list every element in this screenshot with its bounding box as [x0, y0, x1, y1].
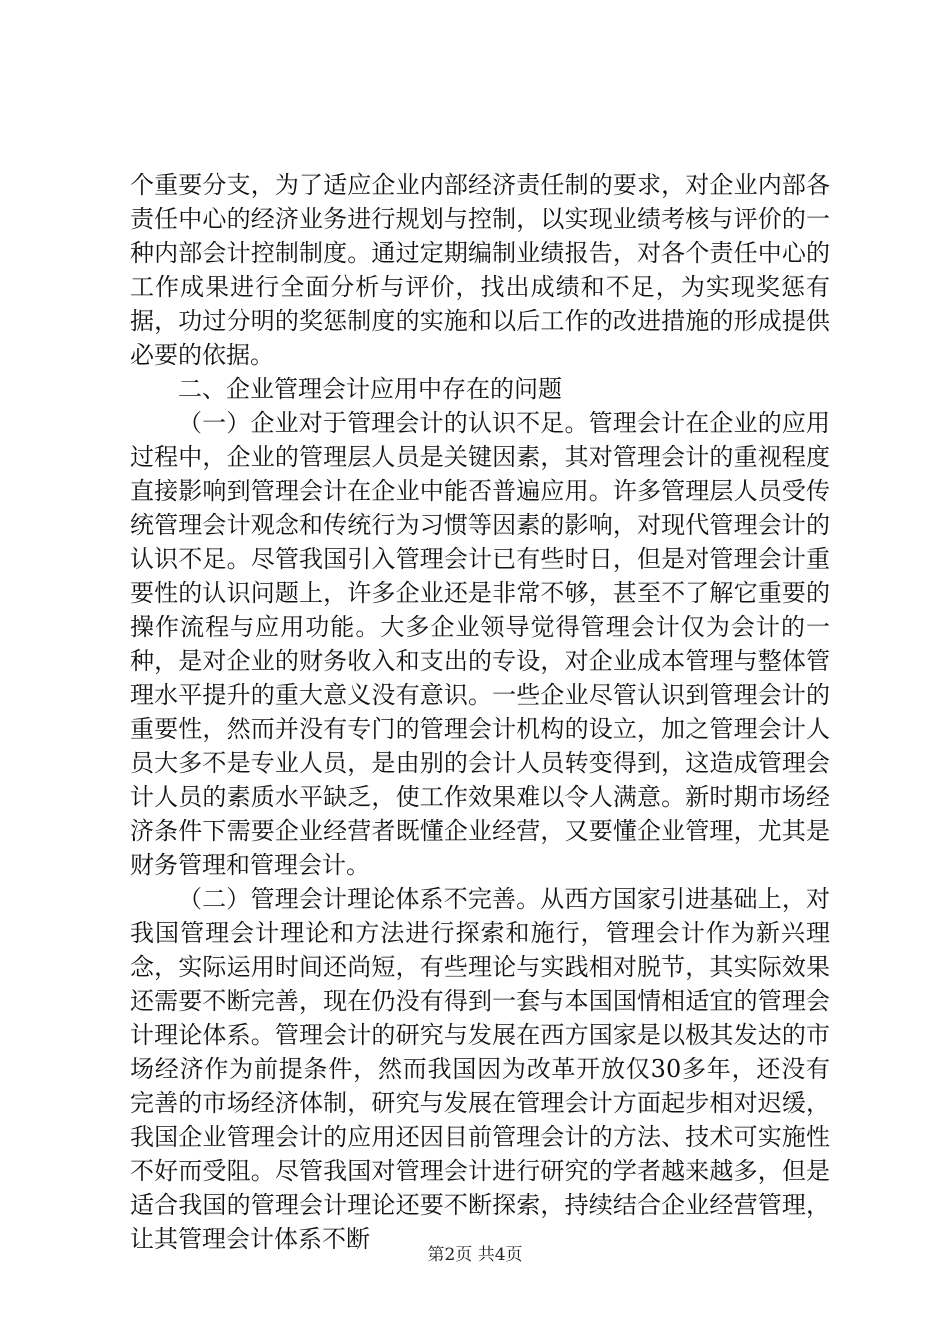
paragraph-cognition: （一）企业对于管理会计的认识不足。管理会计在企业的应用过程中，企业的管理层人员是关键因素，其对管理会计的重视程度直接影响到管理会计在企业中能否普遍应用。许多管理层人员受传统管理会计观念和传统行为习惯等因素的影响，对现代管理会计的认识不足。尽管我国引入管理会计已有些时日，但是对管理会计重要性的认识问题上，许多企业还是非常不够，甚至不了解它重要的操作流程与应用功能。大多企业领导觉得管理会计仅为会计的一种，是对企业的财务收入和支出的专设，对企业成本管理与整体管理水平提升的重大意义没有意识。一些企业尽管认识到管理会计的重要性，然而并没有专门的管理会计机构的设立，加之管理会计人员大多不是专业人员，是由别的会计人员转变得到，这造成管理会计人员的素质水平缺乏，使工作效果难以令人满意。新时期市场经济条件下需要企业经营者既懂企业经营，又要懂企业管理，尤其是财务管理和管理会计。: [130, 409, 830, 879]
document-body: [130, 168, 830, 1256]
paragraph-continuation: 个重要分支，为了适应企业内部经济责任制的要求，对企业内部各责任中心的经济业务进行规划与控制，以实现业绩考核与评价的一种内部会计控制制度。通过定期编制业绩报告，对各个责任中心的工作成果进行全面分析与评价，找出成绩和不足，为实现奖惩有据，功过分明的奖惩制度的实施和以后工作的改进措施的形成提供必要的依据。: [130, 171, 830, 369]
section-heading: 二、企业管理会计应用中存在的问题: [178, 375, 562, 403]
paragraph-theory: （二）管理会计理论体系不完善。从西方国家引进基础上，对我国管理会计理论和方法进行探索和施行，管理会计作为新兴理念，实际运用时间还尚短，有些理论与实践相对脱节，其实际效果还需要不断完善，现在仍没有得到一套与本国国情相适宜的管理会计理论体系。管理会计的研究与发展在西方国家是以极其发达的市场经济作为前提条件，然而我国因为改革开放仅30多年，还没有完善的市场经济体制，研究与发展在管理会计方面起步相对迟缓，我国企业管理会计的应用还因目前管理会计的方法、技术可实施性不好而受阻。尽管我国对管理会计进行研究的学者越来越多，但是适合我国的管理会计理论还要不断探索，持续结合企业经营管理，让其管理会计体系不断: [130, 885, 830, 1253]
page-footer: 第2页 共4页: [427, 1245, 523, 1265]
